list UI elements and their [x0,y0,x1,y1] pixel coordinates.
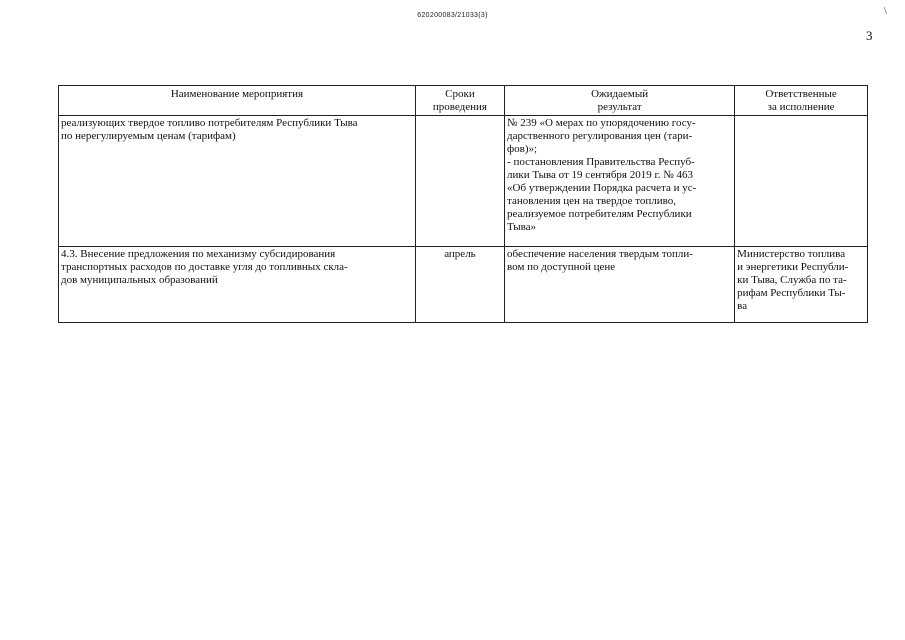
measures-table [58,85,868,323]
header-terms: Сроки проведения [415,86,504,116]
page-number: 3 [866,28,873,43]
header-responsible: Ответственные за исполнение [735,86,868,116]
header-measure-name: Наименование мероприятия [59,86,416,116]
cell-measure-name: 4.3. Внесение предложения по механизму субсидирования транспортных расходов по доставке угля до топливных скла- дов муниципальных образований [59,247,416,323]
document-id: 620200083/21033(3) [417,12,488,19]
cell-measure-name: реализующих твердое топливо потребителям Республики Тыва по нерегулируемым ценам (тарифам) [59,116,416,247]
cell-terms [415,116,504,247]
cell-terms: апрель [415,247,504,323]
table-header-row [59,86,868,116]
table-row [59,247,868,323]
header-expected-result: Ожидаемый результат [505,86,735,116]
cell-responsible [735,116,868,247]
corner-mark: \ [884,6,887,17]
cell-responsible: Министерство топлива и энергетики Республи- ки Тыва, Служба по та- рифам Республики Ты- ва [735,247,868,323]
cell-expected-result: обеспечение населения твердым топли- вом по доступной цене [505,247,735,323]
table-row [59,116,868,247]
cell-expected-result: № 239 «О мерах по упорядочению госу- дарственного регулирования цен (тари- фов)»; - постановления Правительства Респуб- лики Тыва от 19 сентября 2019 г. № 463 «Об утверждении Порядка расчета и ус- тановления цен на твердое топливо, реализуемое потребителям Республики Тыва» [505,116,735,247]
